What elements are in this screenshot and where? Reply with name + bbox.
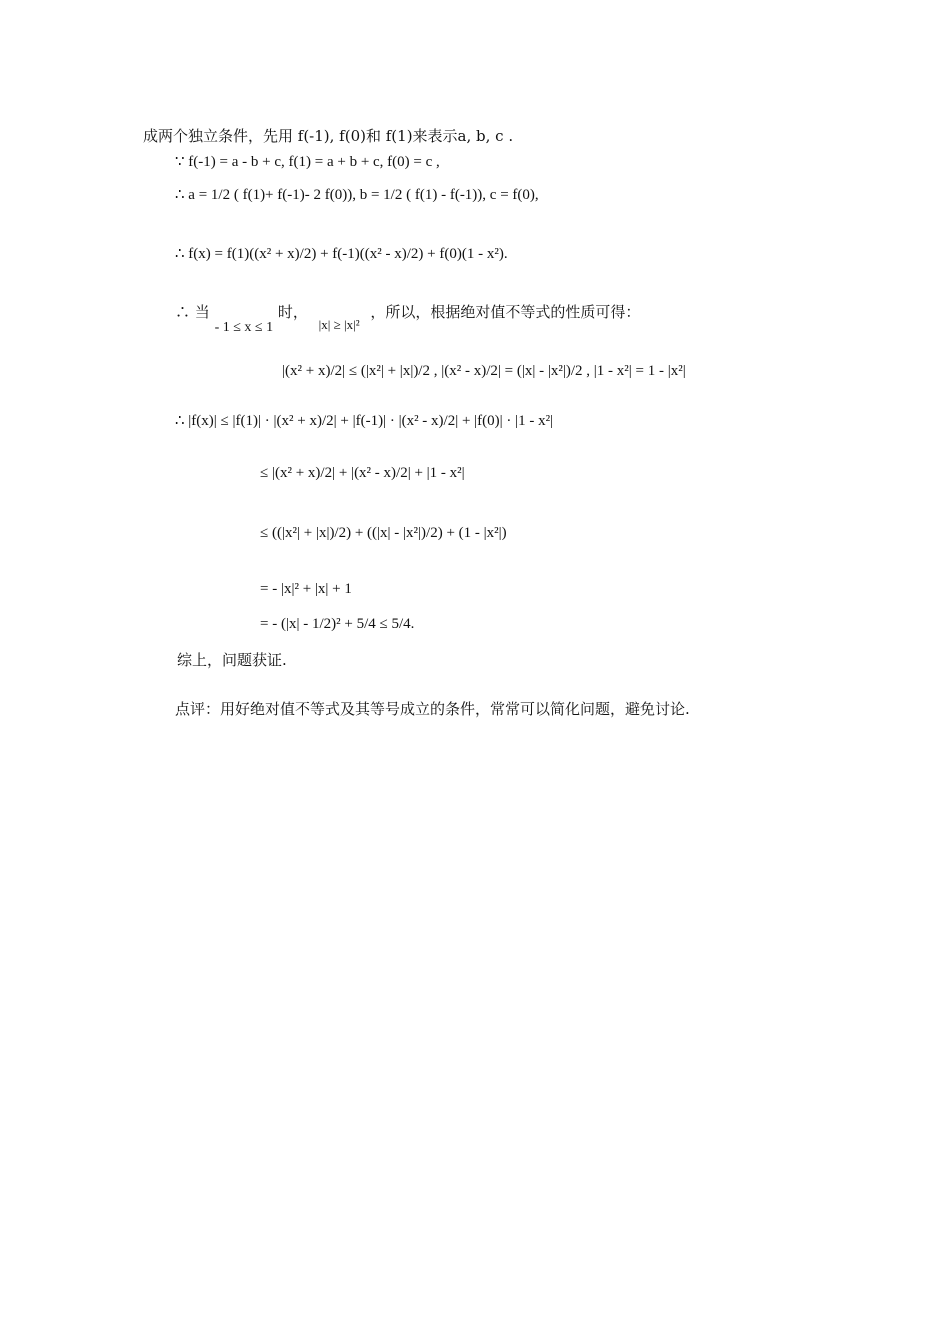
- formula-line-step-3: [260, 580, 352, 598]
- formula-line-values: [175, 153, 440, 171]
- text-line-conclusion: [177, 651, 287, 669]
- line-2-text: ∵ f(-1) = a - b + c, f(1) = a + b + c, f(0) = c ,: [175, 154, 440, 170]
- line-13-text: 点评：用好绝对值不等式及其等号成立的条件，常常可以简化问题，避免讨论.: [175, 700, 690, 718]
- line-6-text: |(x² + x)/2| ≤ (|x²| + |x|)/2 , |(x² - x)/2| = (|x| - |x²|)/2 , |1 - x²| = 1 - |x²|: [282, 363, 686, 379]
- formula-line-abs-fx: [175, 412, 553, 430]
- line-11-text: = - (|x| - 1/2)² + 5/4 ≤ 5/4.: [260, 616, 415, 632]
- line-4-text: ∴ f(x) = f(1)((x² + x)/2) + f(-1)((x² - x)/2) + f(0)(1 - x²).: [175, 246, 508, 262]
- line-10-text: = - |x|² + |x| + 1: [260, 581, 352, 597]
- line-5-prefix: ∴ 当: [175, 303, 210, 321]
- formula-line-coefficients: [175, 186, 539, 204]
- text-line-condition: [175, 303, 641, 335]
- line-7-text: ∴ |f(x)| ≤ |f(1)| · |(x² + x)/2| + |f(-1)| · |(x² - x)/2| + |f(0)| · |1 - x²|: [175, 413, 554, 429]
- text-line-comment: [175, 700, 690, 718]
- line-5-condition: - 1 ≤ x ≤ 1: [214, 320, 274, 335]
- line-5-mid: 时，: [277, 303, 308, 321]
- formula-line-abs-identities: [282, 362, 686, 380]
- line-5-suffix: ，所以，根据绝对值不等式的性质可得：: [370, 303, 641, 321]
- formula-line-fx: [175, 245, 508, 263]
- formula-line-step-1: [260, 464, 465, 482]
- line-5-inequality: |x| ≥ |x|²: [318, 317, 360, 332]
- line-1-text: 成两个独立条件，先用 f(-1), f(0)和 f(1)来表示a, b, c .: [143, 127, 514, 145]
- formula-line-step-2: [260, 524, 507, 542]
- line-3-text: ∴ a = 1/2 ( f(1)+ f(-1)- 2 f(0)), b = 1/2 ( f(1) - f(-1)), c = f(0),: [175, 187, 539, 203]
- line-12-text: 综上，问题获证.: [177, 651, 287, 669]
- line-8-text: ≤ |(x² + x)/2| + |(x² - x)/2| + |1 - x²|: [260, 465, 465, 481]
- text-line-intro: [143, 127, 513, 145]
- formula-line-step-4: [260, 615, 414, 633]
- line-9-text: ≤ ((|x²| + |x|)/2) + ((|x| - |x²|)/2) + (1 - |x²|): [260, 525, 507, 541]
